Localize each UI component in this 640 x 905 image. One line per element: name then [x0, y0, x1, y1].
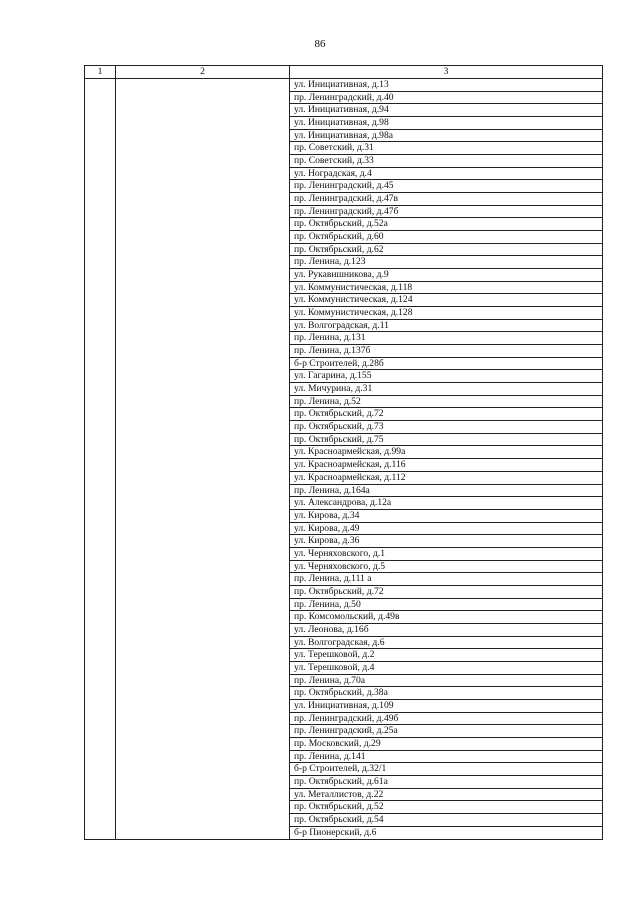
address-entry: пр. Ленинградский, д.40: [290, 92, 602, 105]
address-entry: пр. Ленина, д.111 а: [290, 573, 602, 586]
address-entry: пр. Советский, д.33: [290, 155, 602, 168]
address-table: [84, 65, 603, 840]
address-entry: ул. Кирова, д.34: [290, 510, 602, 523]
address-entry: ул. Красноармейская, д.112: [290, 472, 602, 485]
column-header-3: 3: [290, 66, 603, 79]
address-entry: пр. Октябрьский, д.75: [290, 434, 602, 447]
address-entry: ул. Черняховского, д.5: [290, 561, 602, 574]
address-entry: пр. Октябрьский, д.60: [290, 231, 602, 244]
address-entry: ул. Инициативная, д.13: [290, 79, 602, 92]
page-number: 86: [314, 38, 326, 50]
address-entry: ул. Инициативная, д.98: [290, 117, 602, 130]
table-row: [85, 79, 603, 840]
address-entry: ул. Коммунистическая, д.118: [290, 282, 602, 295]
address-entry: ул. Коммунистическая, д.128: [290, 307, 602, 320]
address-entry: ул. Терешковой, д.2: [290, 649, 602, 662]
address-entry: ул. Инициативная, д.98а: [290, 130, 602, 143]
address-entry: б-р Строителей, д.32/1: [290, 763, 602, 776]
address-entry: пр. Октябрьский, д.52а: [290, 218, 602, 231]
address-list-cell: [290, 79, 603, 840]
address-entry: ул. Гагарина, д.155: [290, 370, 602, 383]
column-header-2: 2: [116, 66, 290, 79]
address-entry: ул. Черняховского, д.1: [290, 548, 602, 561]
address-entry: пр. Октябрьский, д.72: [290, 586, 602, 599]
address-entry: ул. Инициативная, д.109: [290, 700, 602, 713]
address-entry: пр. Ленинградский, д.47б: [290, 206, 602, 219]
address-entry: пр. Ленина, д.131: [290, 332, 602, 345]
address-entry: пр. Ленина, д.164а: [290, 485, 602, 498]
address-entry: пр. Ленина, д.50: [290, 599, 602, 612]
address-entry: пр. Октябрьский, д.61а: [290, 776, 602, 789]
address-entry: пр. Октябрьский, д.62: [290, 244, 602, 257]
address-entry: ул. Красноармейская, д.99а: [290, 446, 602, 459]
address-entry: ул. Волгоградская, д.11: [290, 320, 602, 333]
address-entry: ул. Волгоградская, д.6: [290, 637, 602, 650]
address-entry: ул. Александрова, д.12а: [290, 497, 602, 510]
address-entry: ул. Металлистов, д.22: [290, 789, 602, 802]
address-entry: пр. Ленина, д.52: [290, 396, 602, 409]
address-entry: пр. Комсомольский, д.49в: [290, 611, 602, 624]
address-entry: ул. Ноградская, д.4: [290, 168, 602, 181]
address-entry: пр. Ленинградский, д.47в: [290, 193, 602, 206]
address-entry: б-р Строителей, д.28б: [290, 358, 602, 371]
address-entry: пр. Октябрьский, д.38а: [290, 687, 602, 700]
address-entry: пр. Ленина, д.137б: [290, 345, 602, 358]
address-entry: пр. Московский, д.29: [290, 738, 602, 751]
address-entry: пр. Ленина, д.123: [290, 256, 602, 269]
address-entry: пр. Ленинградский, д.25а: [290, 725, 602, 738]
address-entry: ул. Терешковой, д.4: [290, 662, 602, 675]
empty-cell-col-1: [85, 79, 116, 840]
column-header-1: 1: [85, 66, 116, 79]
address-entry: пр. Советский, д.31: [290, 142, 602, 155]
address-entry: ул. Коммунистическая, д.124: [290, 294, 602, 307]
address-entry: пр. Октябрьский, д.73: [290, 421, 602, 434]
address-entry: пр. Октябрьский, д.72: [290, 408, 602, 421]
address-entry: ул. Кирова, д.36: [290, 535, 602, 548]
address-entry: б-р Пионерский, д.6: [294, 826, 377, 838]
address-entry: ул. Рукавишникова, д.9: [290, 269, 602, 282]
address-entry: пр. Ленинградский, д.49б: [290, 713, 602, 726]
address-entry: ул. Кирова, д.49: [290, 523, 602, 536]
empty-cell-col-2: [116, 79, 290, 840]
address-entry: пр. Ленинградский, д.45: [290, 180, 602, 193]
address-entry: пр. Октябрьский, д.54: [290, 814, 602, 827]
address-entry: пр. Октябрьский, д.52: [290, 801, 602, 814]
address-entry: пр. Ленина, д.70а: [290, 675, 602, 688]
address-entry: ул. Красноармейская, д.116: [290, 459, 602, 472]
address-entry: ул. Мичурина, д.31: [290, 383, 602, 396]
table-header-row: [85, 66, 603, 79]
address-entry: пр. Ленина, д.141: [290, 751, 602, 764]
address-entry: ул. Леонова, д.16б: [290, 624, 602, 637]
address-entry: ул. Инициативная, д.94: [290, 104, 602, 117]
